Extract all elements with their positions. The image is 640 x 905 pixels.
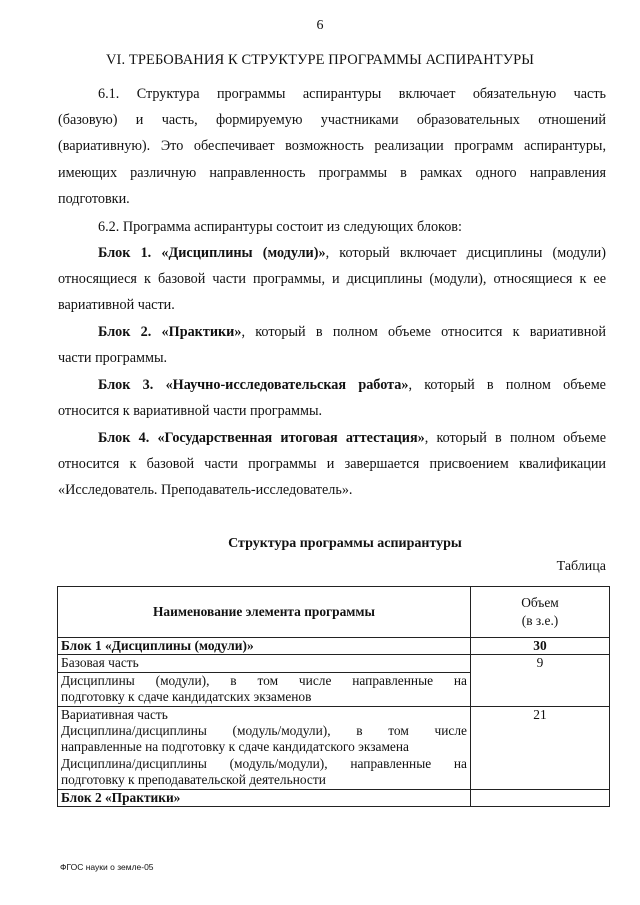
p61-line-3: (вариативную). Это обеспечивает возможность реализации программ аспирантуры, [58,138,606,155]
program-structure-table [57,586,610,807]
block4-line-3: «Исследователь. Преподаватель-исследователь». [58,482,353,499]
footer-note: ФГОС науки о земле-05 [60,862,154,872]
p61-line-4: имеющих различную направленность программы в рамках одного направления [58,164,606,181]
header-volume-line-2: (в з.е.) [521,613,559,628]
block2-line-1-rest: , который в полном объеме относится к вариативной [241,324,606,340]
base-part-label: Базовая часть [58,655,470,672]
var-desc-line-4: подготовку к преподавательской деятельности [61,772,326,788]
block4-line-1-rest: , который в полном объеме [424,430,606,446]
block-1-paragraph [58,240,606,319]
variable-part-value: 21 [471,706,610,789]
base-desc-line-2: подготовку к сдаче кандидатских экзаменов [61,689,312,705]
block2-line-1 [58,319,606,345]
variable-part-cell [58,706,471,789]
block1-row-value: 30 [471,638,610,655]
block-4-paragraph [58,425,606,504]
p61-line-1: 6.1. Структура программы аспирантуры включает обязательную часть [98,86,606,102]
header-element-name: Наименование элемента программы [58,587,471,638]
block1-line-1 [58,240,606,266]
table-row [58,638,610,655]
block1-line-2: относящиеся к базовой части программы, и дисциплины (модули), относящиеся к ее [58,271,606,288]
block1-line-3: вариативной части. [58,297,175,314]
p62-line: 6.2. Программа аспирантуры состоит из следующих блоков: [98,219,462,235]
block4-title: Блок 4. «Государственная итоговая аттестация» [98,430,425,446]
base-part-value: 9 [471,655,610,706]
base-desc-line-1: Дисциплины (модули), в том числе направленные на [61,672,467,688]
variable-part-label: Вариативная часть [61,706,168,722]
block2-line-2: части программы. [58,350,168,367]
block2-row-name: Блок 2 «Практики» [58,789,471,806]
section-title: VI. ТРЕБОВАНИЯ К СТРУКТУРЕ ПРОГРАММЫ АСПИРАНТУРЫ [105,52,535,68]
table-row [58,706,610,789]
block3-line-1 [58,372,606,398]
block4-line-1 [58,425,606,451]
page-number: 6 [316,18,324,33]
block3-title: Блок 3. «Научно-исследовательская работа» [98,377,409,393]
block1-line-1-rest: , который включает дисциплины (модули) [325,245,606,261]
var-desc-line-1: Дисциплина/дисциплины (модуль/модули), в том числе [61,723,467,739]
block-3-paragraph [58,372,606,424]
block1-row-name: Блок 1 «Дисциплины (модули)» [58,638,471,655]
table-row [58,655,610,706]
table-header-row [58,587,610,638]
block1-title: Блок 1. «Дисциплины (модули)» [98,245,326,261]
paragraph-6-2 [58,214,606,240]
header-volume [471,587,610,638]
block3-line-1-rest: , который в полном объеме [408,377,606,393]
table-caption: Структура программы аспирантуры [228,536,462,551]
block2-title: Блок 2. «Практики» [98,324,242,340]
block2-row-value [471,789,610,806]
p61-line-5: подготовки. [58,190,130,207]
paragraph-6-1 [58,81,606,212]
table-row [58,789,610,806]
block4-line-2: относится к базовой части программы и завершается присвоением квалификации [58,456,606,473]
block-2-paragraph [58,319,606,371]
p61-line-2: (базовую) и часть, формируемую участниками образовательных отношений [58,112,606,129]
header-volume-line-1: Объем [521,595,559,610]
table-label: Таблица [556,559,606,574]
block3-line-2: относится к вариативной части программы. [58,403,323,420]
var-desc-line-3: Дисциплина/дисциплины (модуль/модули), направленные на [61,755,467,771]
base-part-cell [58,655,471,706]
var-desc-line-2: направленные на подготовку к сдаче кандидатского экзамена [61,739,409,755]
